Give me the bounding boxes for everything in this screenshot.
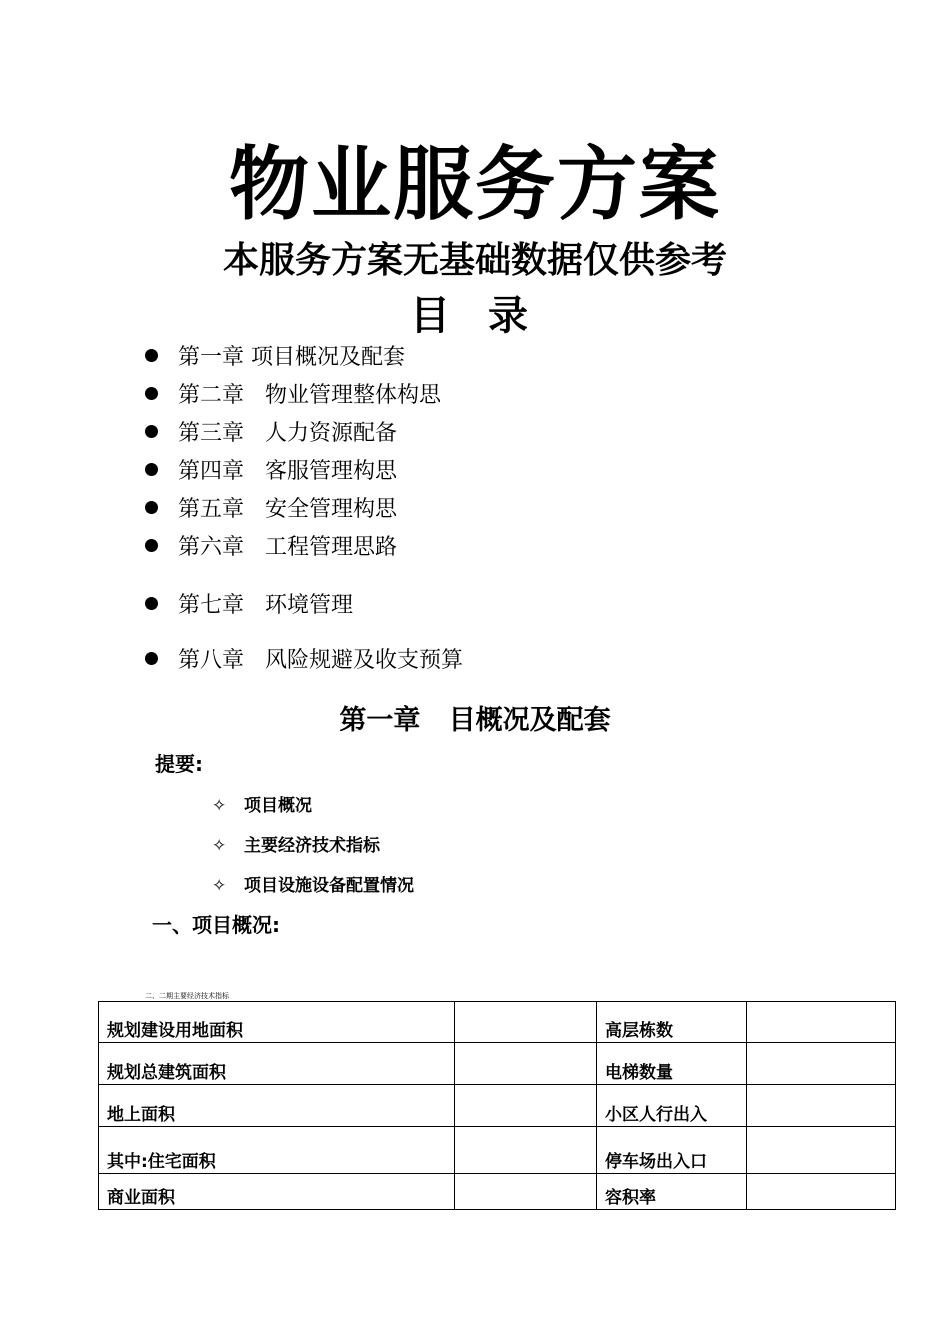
toc-chapter: 第五章 (178, 497, 245, 522)
cell-label: 规划建设用地面积 (99, 1002, 455, 1043)
indicators-table (98, 1001, 896, 1210)
table-row (99, 1002, 896, 1043)
cell-value (455, 1043, 597, 1085)
toc-name: 物业管理整体构思 (265, 383, 442, 408)
section-title: 一、项目概况: (152, 913, 280, 937)
cell-value (455, 1002, 597, 1043)
table-row (99, 1127, 896, 1174)
toc-name: 客服管理构思 (265, 459, 398, 484)
cell-label: 小区人行出入 (597, 1085, 747, 1127)
table-caption: 二、二期主要经济技术指标 (145, 992, 229, 1000)
toc-name: 人力资源配备 (265, 421, 398, 446)
toc-item (145, 534, 397, 562)
bullet-icon (145, 425, 158, 438)
cell-label: 地上面积 (99, 1085, 455, 1127)
bullet-icon (145, 501, 158, 514)
diamond-bullet-icon: ✧ (212, 876, 227, 896)
toc-name: 工程管理思路 (265, 535, 398, 560)
cell-label: 容积率 (597, 1174, 747, 1210)
toc-item (145, 496, 397, 524)
toc-chapter: 第三章 (178, 421, 245, 446)
table-row (99, 1085, 896, 1127)
table-row (99, 1043, 896, 1085)
toc-item (145, 382, 441, 410)
bullet-icon (145, 349, 158, 362)
toc-name: 项目概况及配套 (251, 345, 406, 370)
summary-item (212, 794, 312, 818)
bullet-icon (145, 539, 158, 552)
summary-item (212, 834, 380, 858)
summary-item-label: 项目概况 (244, 796, 312, 816)
bullet-icon (145, 387, 158, 400)
cell-value (747, 1085, 896, 1127)
summary-item-label: 主要经济技术指标 (244, 836, 380, 856)
cell-label: 商业面积 (99, 1174, 455, 1210)
cell-value (455, 1085, 597, 1127)
bullet-icon (145, 463, 158, 476)
bullet-icon (145, 652, 158, 665)
cell-label: 停车场出入口 (597, 1127, 747, 1174)
table-row (99, 1174, 896, 1210)
summary-label: 提要: (155, 752, 203, 776)
summary-item (212, 874, 414, 898)
toc-chapter: 第六章 (178, 535, 245, 560)
toc-name: 环境管理 (265, 593, 354, 618)
toc-chapter: 第二章 (178, 383, 245, 408)
toc-chapter: 第四章 (178, 459, 245, 484)
toc-item (145, 344, 405, 372)
toc-chapter: 第七章 (178, 593, 245, 618)
cell-value (747, 1043, 896, 1085)
cell-value (747, 1127, 896, 1174)
toc-chapter: 第八章 (178, 648, 245, 673)
toc-item (145, 647, 463, 675)
cell-value (455, 1174, 597, 1210)
toc-chapter: 第一章 (178, 345, 245, 370)
diamond-bullet-icon: ✧ (212, 836, 227, 856)
cell-value (455, 1127, 597, 1174)
toc-heading: 目 录 (410, 293, 540, 339)
bullet-icon (145, 597, 158, 610)
summary-item-label: 项目设施设备配置情况 (244, 876, 414, 896)
toc-item (145, 458, 397, 486)
document-title: 物业服务方案 (229, 138, 721, 231)
cell-label: 其中:住宅面积 (99, 1127, 455, 1174)
toc-item (145, 592, 353, 620)
toc-item (145, 420, 397, 448)
cell-label: 高层栋数 (597, 1002, 747, 1043)
diamond-bullet-icon: ✧ (212, 796, 227, 816)
cell-value (747, 1174, 896, 1210)
cell-label: 规划总建筑面积 (99, 1043, 455, 1085)
cell-label: 电梯数量 (597, 1043, 747, 1085)
document-subtitle: 本服务方案无基础数据仅供参考 (222, 240, 727, 281)
toc-name: 安全管理构思 (265, 497, 398, 522)
toc-name: 风险规避及收支预算 (265, 648, 464, 673)
cell-value (747, 1002, 896, 1043)
chapter-title: 第一章 目概况及配套 (339, 705, 611, 736)
